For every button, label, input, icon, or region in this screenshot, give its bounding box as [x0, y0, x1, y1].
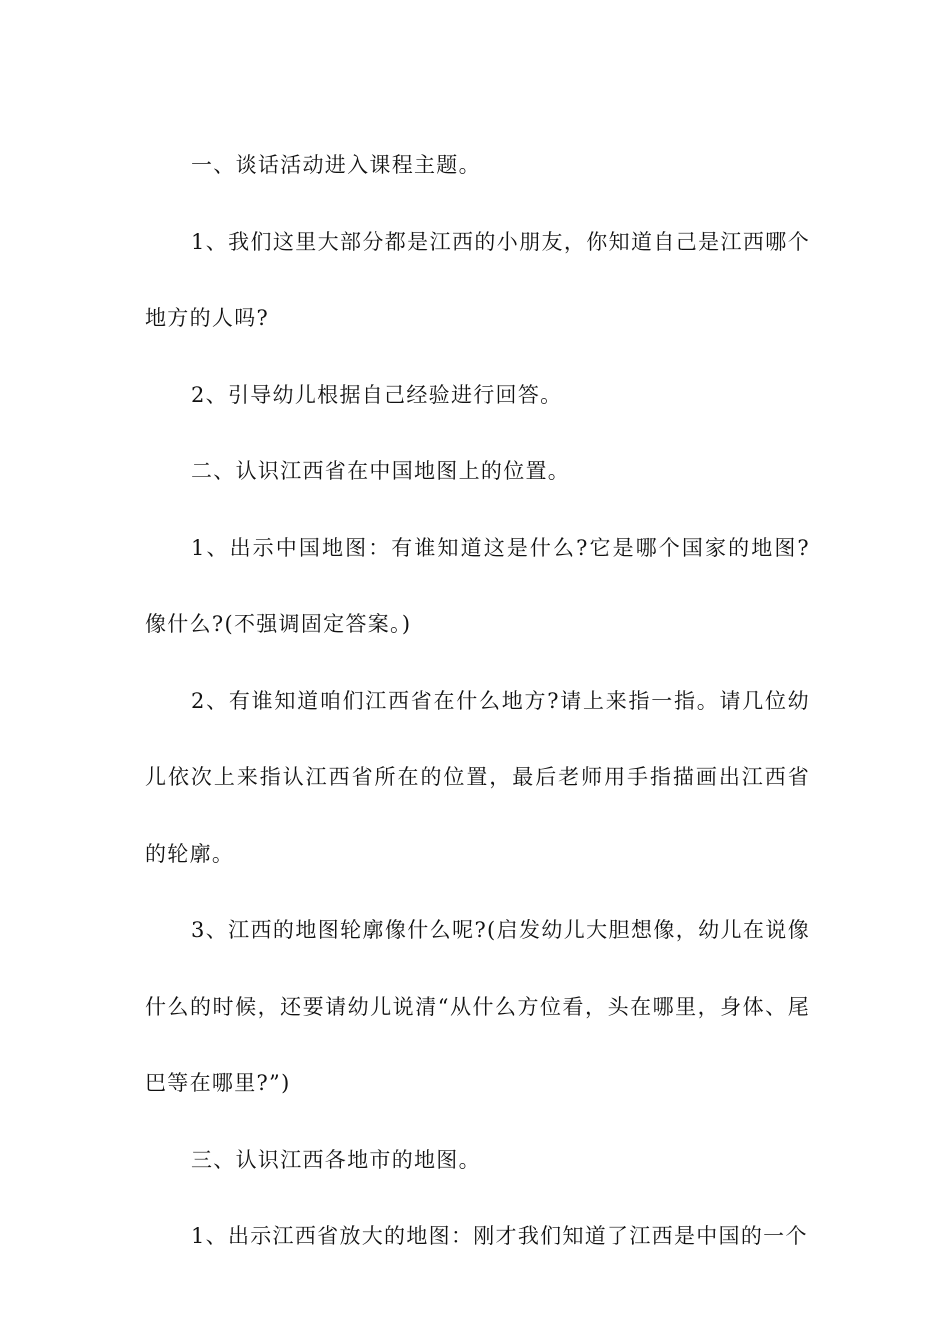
paragraph-question-hometown: 1、我们这里大部分都是江西的小朋友，你知道自己是江西哪个地方的人吗? [145, 229, 810, 330]
heading-section-1: 一、谈话活动进入课程主题。 [191, 153, 481, 177]
document-body [145, 127, 810, 1275]
paragraph-show-jiangxi-map: 1、出示江西省放大的地图：刚才我们知道了江西是中国的一个 [191, 1224, 808, 1248]
paragraph-show-china-map: 1、出示中国地图：有谁知道这是什么?它是哪个国家的地图?像什么?(不强调固定答案。) [145, 535, 810, 636]
heading-section-2: 二、认识江西省在中国地图上的位置。 [191, 459, 571, 483]
paragraph-outline-shape: 3、江西的地图轮廓像什么呢?(启发幼儿大胆想像，幼儿在说像什么的时候，还要请幼儿说清“从什么方位看，头在哪里，身体、尾巴等在哪里?”) [145, 918, 810, 1095]
paragraph-locate-jiangxi: 2、有谁知道咱们江西省在什么地方?请上来指一指。请几位幼儿依次上来指认江西省所在的位置，最后老师用手指描画出江西省的轮廓。 [145, 688, 810, 866]
paragraph-guide-answer: 2、引导幼儿根据自己经验进行回答。 [191, 382, 563, 407]
heading-section-3: 三、认识江西各地市的地图。 [191, 1147, 481, 1172]
